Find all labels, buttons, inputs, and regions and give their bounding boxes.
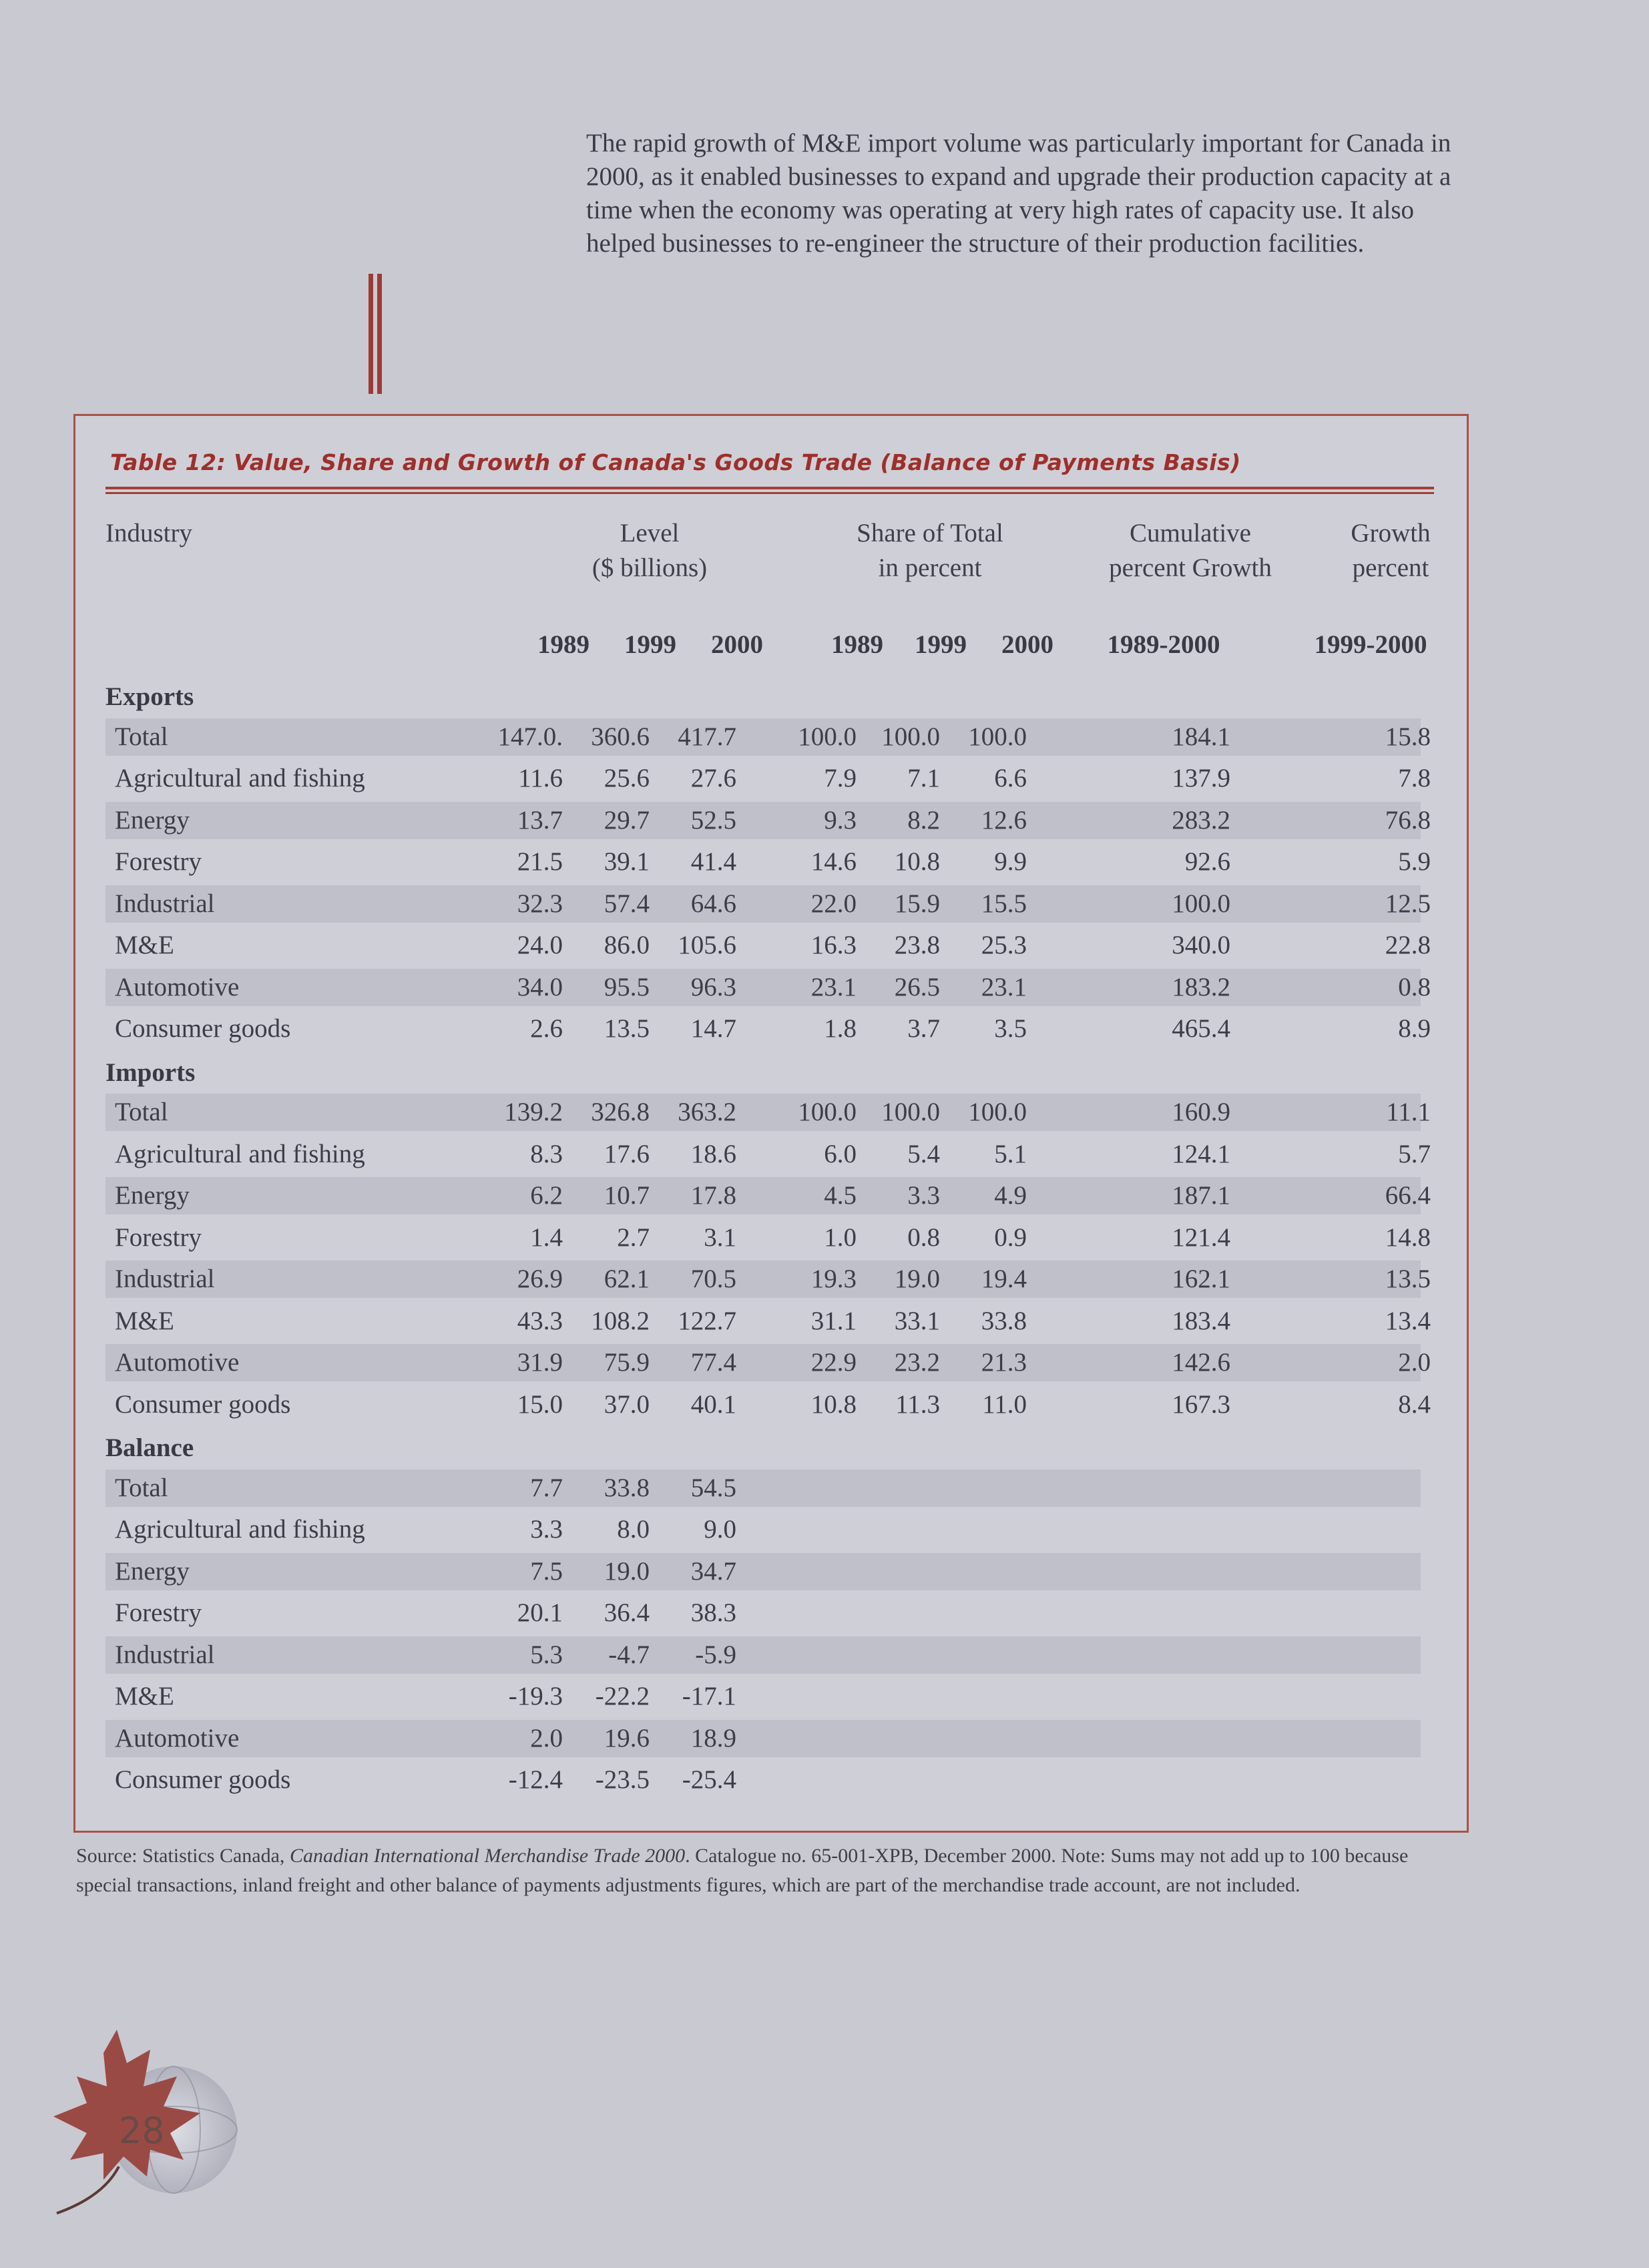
- share-cell: 21.3: [981, 1348, 1027, 1377]
- share-cell: 1.0: [824, 1222, 857, 1252]
- level-cell: 62.1: [604, 1265, 650, 1293]
- table-row: [105, 1219, 1431, 1257]
- table-row: [105, 718, 1431, 756]
- share-cell: 8.2: [907, 805, 940, 835]
- share-cell: 6.6: [994, 764, 1027, 792]
- row-label: M&E: [115, 1682, 174, 1711]
- decorative-double-bar: [369, 274, 383, 394]
- header-level: Level ($ billions): [592, 519, 708, 582]
- share-cell: 3.3: [907, 1181, 940, 1210]
- cumulative-cell: 160.9: [1172, 1098, 1230, 1126]
- row-label: Agricultural and fishing: [115, 764, 365, 792]
- level-cell: 32.3: [517, 889, 563, 918]
- level-cell: 33.8: [604, 1473, 650, 1502]
- level-cell: 1.4: [530, 1222, 563, 1252]
- table-row: [105, 1761, 1421, 1799]
- section-label: Imports: [105, 1058, 196, 1087]
- source-note: Source: Statistics Canada, Canadian International Merchandise Trade 2000. Catalogue no. 65-001-XPB, December 2000. Note: Sums may not add up to 100 because special transactions, inland freight and other balance of payments adjustments figures, which are part of the merchandise trade account, are not included.: [76, 1845, 1409, 1896]
- year-level-2000: 2000: [711, 630, 763, 659]
- level-cell: 52.5: [690, 805, 736, 835]
- share-cell: 12.6: [981, 805, 1027, 835]
- cumulative-cell: 162.1: [1172, 1265, 1230, 1293]
- table-row: [105, 1303, 1431, 1340]
- growth-cell: 13.4: [1385, 1306, 1431, 1335]
- table-row: [105, 969, 1431, 1006]
- row-label: Agricultural and fishing: [115, 1515, 365, 1544]
- share-cell: 33.1: [894, 1306, 940, 1335]
- cumulative-cell: 183.2: [1172, 972, 1230, 1001]
- source-publication: Canadian International Merchandise Trade 2000: [289, 1845, 686, 1867]
- table-row: [105, 802, 1431, 839]
- level-cell: 29.7: [604, 805, 650, 835]
- level-cell: 95.5: [604, 972, 650, 1001]
- table-row: [105, 1261, 1431, 1298]
- share-cell: 19.3: [810, 1265, 857, 1293]
- level-cell: 19.6: [604, 1723, 650, 1753]
- level-cell: 38.3: [690, 1598, 736, 1627]
- share-cell: 26.5: [894, 972, 940, 1001]
- row-label: Total: [115, 722, 168, 751]
- row-label: Energy: [115, 805, 190, 835]
- level-cell: 40.1: [690, 1389, 736, 1419]
- growth-cell: 66.4: [1385, 1181, 1431, 1210]
- level-cell: 24.0: [517, 931, 563, 959]
- year-level-1999: 1999: [624, 630, 676, 659]
- level-cell: -23.5: [595, 1765, 650, 1794]
- level-cell: 37.0: [604, 1389, 650, 1419]
- row-label: Automotive: [115, 1723, 240, 1753]
- level-cell: 2.6: [530, 1014, 563, 1043]
- row-label: Automotive: [115, 972, 240, 1001]
- cumulative-cell: 100.0: [1172, 889, 1230, 918]
- table-row: [105, 1344, 1431, 1381]
- year-share-1989: 1989: [831, 630, 883, 659]
- level-cell: 86.0: [604, 931, 650, 959]
- growth-cell: 0.8: [1398, 972, 1431, 1001]
- share-cell: 19.0: [894, 1265, 940, 1293]
- share-cell: 100.0: [798, 1098, 857, 1126]
- share-cell: 11.3: [895, 1389, 940, 1419]
- share-cell: 14.6: [810, 847, 857, 876]
- table-row: [105, 885, 1431, 923]
- table-row: [105, 1720, 1421, 1757]
- level-cell: 122.7: [678, 1306, 736, 1335]
- growth-cell: 22.8: [1385, 931, 1431, 959]
- row-label: Consumer goods: [115, 1389, 291, 1419]
- growth-cell: 5.9: [1398, 847, 1431, 876]
- level-cell: 41.4: [690, 847, 736, 876]
- table-row: [105, 927, 1431, 964]
- cumulative-cell: 187.1: [1172, 1181, 1230, 1210]
- level-cell: -17.1: [682, 1682, 736, 1711]
- level-cell: 7.5: [530, 1556, 563, 1586]
- cumulative-cell: 92.6: [1184, 847, 1230, 876]
- share-cell: 31.1: [810, 1306, 857, 1335]
- share-cell: 19.4: [981, 1265, 1027, 1293]
- cumulative-cell: 340.0: [1172, 931, 1230, 959]
- level-cell: -19.3: [508, 1682, 563, 1711]
- table-title: Table 12: Value, Share and Growth of Canada's Goods Trade (Balance of Payments Basis): [110, 449, 1241, 475]
- level-cell: 70.5: [690, 1265, 736, 1293]
- share-cell: 0.9: [994, 1222, 1027, 1252]
- level-cell: 18.9: [690, 1723, 736, 1753]
- table-row: [105, 843, 1431, 881]
- year-growth: 1999-2000: [1314, 630, 1427, 659]
- table-row: [105, 1594, 1421, 1632]
- level-cell: 15.0: [517, 1389, 563, 1419]
- level-cell: 39.1: [604, 847, 650, 876]
- share-cell: 6.0: [824, 1139, 857, 1168]
- level-cell: 13.5: [604, 1014, 650, 1043]
- cumulative-cell: 183.4: [1172, 1306, 1230, 1335]
- share-cell: 100.0: [968, 722, 1027, 751]
- level-cell: 326.8: [591, 1098, 650, 1126]
- year-share-1999: 1999: [915, 630, 967, 659]
- share-cell: 5.1: [994, 1139, 1027, 1168]
- level-cell: 9.0: [704, 1515, 736, 1544]
- growth-cell: 2.0: [1398, 1348, 1431, 1377]
- growth-cell: 76.8: [1385, 805, 1431, 835]
- section-label: Balance: [105, 1433, 194, 1462]
- year-share-2000: 2000: [1001, 630, 1053, 659]
- share-cell: 3.7: [907, 1014, 940, 1043]
- level-cell: 7.7: [530, 1473, 563, 1502]
- row-label: Automotive: [115, 1348, 240, 1377]
- level-cell: 20.1: [517, 1598, 563, 1627]
- share-cell: 7.9: [824, 764, 857, 792]
- growth-cell: 7.8: [1398, 764, 1431, 792]
- table-row: [105, 1094, 1431, 1131]
- row-label: Industrial: [115, 1640, 215, 1669]
- share-cell: 25.3: [981, 931, 1027, 959]
- level-cell: 31.9: [517, 1348, 563, 1377]
- row-label: M&E: [115, 931, 174, 959]
- level-cell: 5.3: [530, 1640, 563, 1669]
- share-cell: 22.0: [810, 889, 857, 918]
- level-cell: 21.5: [517, 847, 563, 876]
- share-cell: 100.0: [881, 722, 940, 751]
- share-cell: 1.8: [824, 1014, 857, 1043]
- level-cell: 105.6: [678, 931, 736, 959]
- table-row: [105, 1177, 1431, 1214]
- cumulative-cell: 124.1: [1172, 1139, 1230, 1168]
- share-cell: 100.0: [798, 722, 857, 751]
- level-cell: 139.2: [504, 1098, 563, 1126]
- level-cell: 2.0: [530, 1723, 563, 1753]
- level-cell: -22.2: [595, 1682, 650, 1711]
- level-cell: 77.4: [690, 1348, 736, 1377]
- cumulative-cell: 167.3: [1172, 1389, 1230, 1419]
- cumulative-cell: 465.4: [1172, 1014, 1230, 1043]
- cumulative-cell: 283.2: [1172, 805, 1230, 835]
- header-growth: Growth percent: [1351, 519, 1431, 582]
- level-cell: 13.7: [517, 805, 563, 835]
- row-label: Energy: [115, 1181, 190, 1210]
- share-cell: 16.3: [810, 931, 857, 959]
- table-row: [105, 760, 1431, 797]
- growth-cell: 12.5: [1385, 889, 1431, 918]
- level-cell: 17.6: [604, 1139, 650, 1168]
- share-cell: 22.9: [810, 1348, 857, 1377]
- cumulative-cell: 142.6: [1172, 1348, 1230, 1377]
- share-cell: 23.2: [894, 1348, 940, 1377]
- level-cell: 8.3: [530, 1139, 563, 1168]
- level-cell: 11.6: [518, 764, 563, 792]
- level-cell: 17.8: [690, 1181, 736, 1210]
- year-cumulative: 1989-2000: [1107, 630, 1220, 659]
- level-cell: 26.9: [517, 1265, 563, 1293]
- level-cell: 34.0: [517, 972, 563, 1001]
- growth-cell: 14.8: [1385, 1222, 1431, 1252]
- level-cell: 18.6: [690, 1139, 736, 1168]
- year-level-1989: 1989: [537, 630, 590, 659]
- level-cell: -4.7: [608, 1640, 650, 1669]
- row-label: Forestry: [115, 847, 202, 876]
- level-cell: 27.6: [690, 764, 736, 792]
- share-cell: 23.1: [810, 972, 857, 1001]
- level-cell: 34.7: [690, 1556, 736, 1586]
- page-number: 28: [119, 2110, 165, 2152]
- row-label: Forestry: [115, 1222, 202, 1252]
- level-cell: 2.7: [617, 1222, 650, 1252]
- share-cell: 7.1: [907, 764, 940, 792]
- level-cell: 64.6: [690, 889, 736, 918]
- share-cell: 3.5: [994, 1014, 1027, 1043]
- cumulative-cell: 184.1: [1172, 722, 1230, 751]
- row-label: Forestry: [115, 1598, 202, 1627]
- share-cell: 15.5: [981, 889, 1027, 918]
- level-cell: 25.6: [604, 764, 650, 792]
- title-rule: [105, 487, 1434, 489]
- level-cell: 3.3: [530, 1515, 563, 1544]
- growth-cell: 8.9: [1398, 1014, 1431, 1043]
- cumulative-cell: 121.4: [1172, 1222, 1230, 1252]
- level-cell: 8.0: [617, 1515, 650, 1544]
- row-label: Consumer goods: [115, 1765, 291, 1794]
- table-row: [105, 1511, 1421, 1548]
- level-cell: 108.2: [591, 1306, 650, 1335]
- share-cell: 33.8: [981, 1306, 1027, 1335]
- level-cell: 363.2: [678, 1098, 736, 1126]
- share-cell: 100.0: [881, 1098, 940, 1126]
- share-cell: 0.8: [907, 1222, 940, 1252]
- level-cell: 36.4: [604, 1598, 650, 1627]
- level-cell: 57.4: [604, 889, 650, 918]
- level-cell: -25.4: [682, 1765, 736, 1794]
- table-row: [105, 1553, 1421, 1590]
- share-cell: 9.9: [994, 847, 1027, 876]
- share-cell: 10.8: [894, 847, 940, 876]
- growth-cell: 5.7: [1398, 1139, 1431, 1168]
- title-rule-secondary: [105, 492, 1434, 494]
- share-cell: 4.5: [824, 1181, 857, 1210]
- share-cell: 11.0: [982, 1389, 1027, 1419]
- header-cumulative: Cumulative percent Growth: [1109, 519, 1272, 582]
- share-cell: 23.8: [894, 931, 940, 959]
- level-cell: 19.0: [604, 1556, 650, 1586]
- level-cell: 10.7: [604, 1181, 650, 1210]
- level-cell: 6.2: [530, 1181, 563, 1210]
- table-row: [105, 1469, 1421, 1507]
- level-cell: 360.6: [591, 722, 650, 751]
- level-cell: -12.4: [508, 1765, 563, 1794]
- header-industry: Industry: [105, 519, 192, 547]
- row-label: Industrial: [115, 889, 215, 918]
- level-cell: 75.9: [604, 1348, 650, 1377]
- cumulative-cell: 137.9: [1172, 764, 1230, 792]
- level-cell: 417.7: [678, 722, 736, 751]
- table-row: [105, 1386, 1431, 1423]
- share-cell: 15.9: [894, 889, 940, 918]
- row-label: Total: [115, 1473, 168, 1502]
- row-label: Total: [115, 1098, 168, 1126]
- level-cell: 3.1: [704, 1222, 736, 1252]
- row-label: Industrial: [115, 1265, 215, 1293]
- trade-table: [73, 414, 1469, 1833]
- level-cell: 43.3: [517, 1306, 563, 1335]
- row-label: Consumer goods: [115, 1014, 291, 1043]
- intro-text: The rapid growth of M&E import volume was particularly important for Canada in 2000, as it enabled businesses to expand and upgrade their production capacity at a time when the economy was operating at very high rates of capacity use. It also helped businesses to re-engineer the structure of their production facilities.: [586, 129, 1451, 258]
- table-row: [105, 1136, 1431, 1173]
- header-share: Share of Total in percent: [857, 519, 1003, 582]
- row-label: M&E: [115, 1306, 174, 1335]
- level-cell: 14.7: [690, 1014, 736, 1043]
- intro-paragraph: [586, 127, 1454, 260]
- section-label: Exports: [105, 682, 194, 711]
- growth-cell: 11.1: [1386, 1098, 1431, 1126]
- share-cell: 100.0: [968, 1098, 1027, 1126]
- growth-cell: 13.5: [1385, 1265, 1431, 1293]
- level-cell: 147.0.: [497, 722, 563, 751]
- table-row: [105, 1636, 1421, 1674]
- row-label: Energy: [115, 1556, 190, 1586]
- growth-cell: 8.4: [1398, 1389, 1431, 1419]
- table-row: [105, 1010, 1431, 1048]
- share-cell: 4.9: [994, 1181, 1027, 1210]
- level-cell: 96.3: [690, 972, 736, 1001]
- table-row: [105, 1678, 1421, 1715]
- level-cell: 54.5: [690, 1473, 736, 1502]
- share-cell: 23.1: [981, 972, 1027, 1001]
- share-cell: 9.3: [824, 805, 857, 835]
- share-cell: 10.8: [810, 1389, 857, 1419]
- growth-cell: 15.8: [1385, 722, 1431, 751]
- level-cell: -5.9: [695, 1640, 736, 1669]
- row-label: Agricultural and fishing: [115, 1139, 365, 1168]
- share-cell: 5.4: [907, 1139, 940, 1168]
